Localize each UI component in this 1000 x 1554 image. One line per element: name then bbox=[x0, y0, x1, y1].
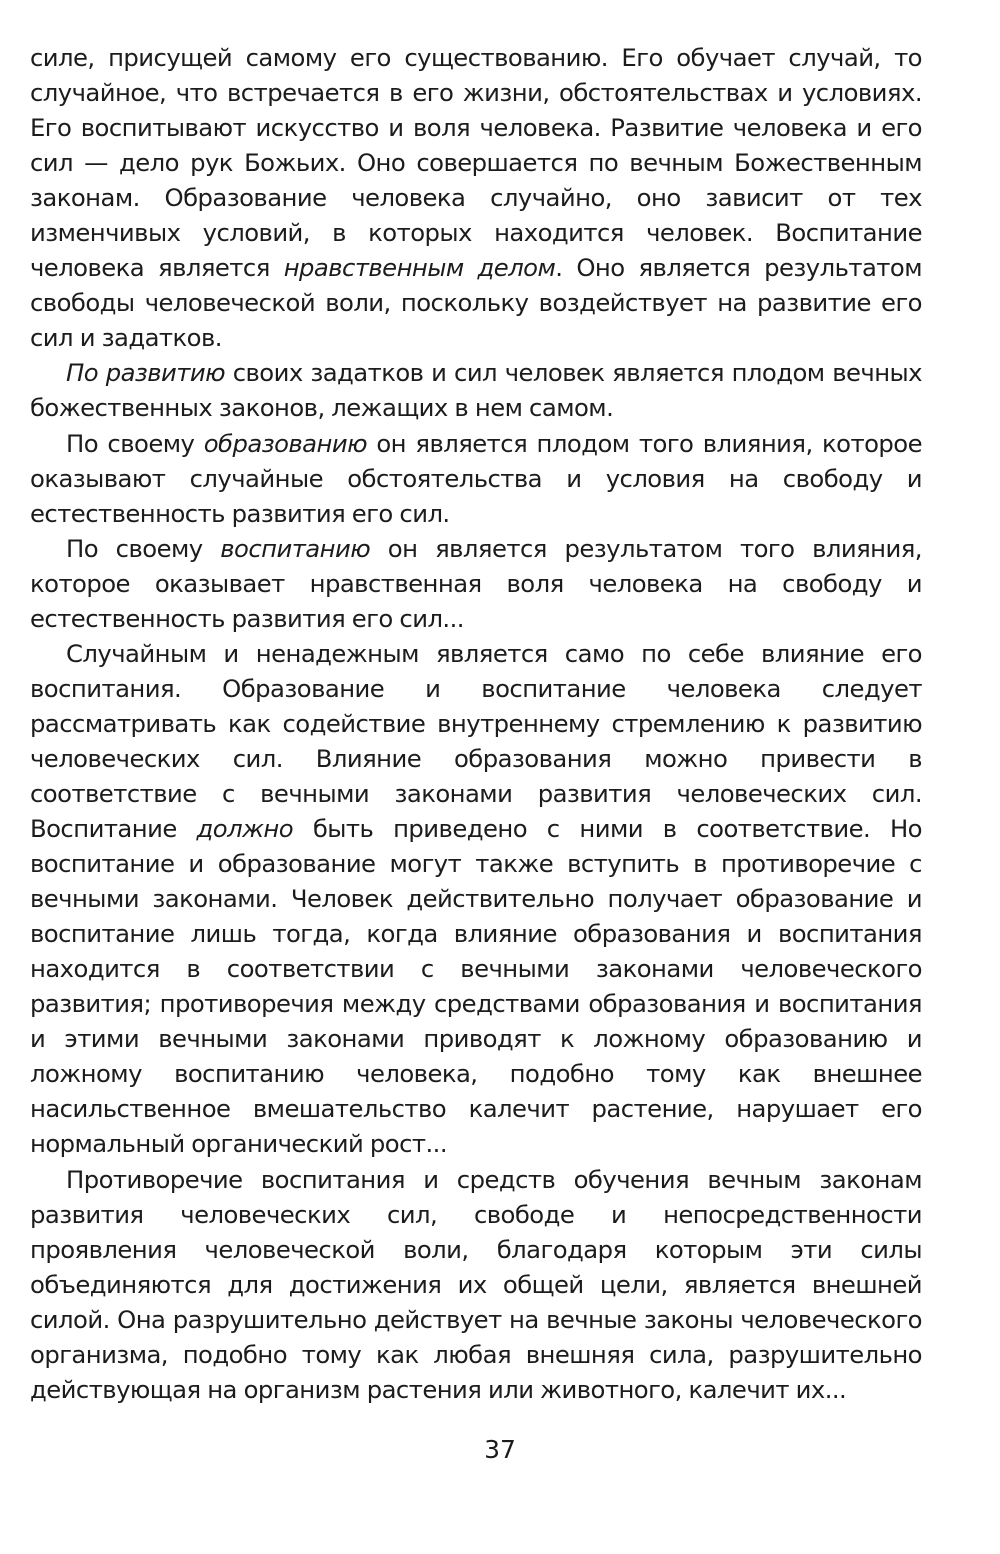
paragraph-6-text: Противоречие воспитания и средств обучения вечным законам развития человеческих сил, свободе и непосредственности проявления человеческой воли, благодаря которым эти силы объединяются для достижения их общей цели, является внешней силой. Она разрушительно действует на вечные законы человеческого организма, подобно тому как любая внешняя сила, разрушительно действующая на организм растения или животного, калечит их... bbox=[30, 1164, 922, 1404]
paragraph-5-text-2: быть приведено с ними в соответствие. Но воспитание и образование могут также вступить в противоречие с вечными законами. Человек действительно получает образование и воспитание лишь тогда, когда влияние образования и воспитания находится в соответствии с вечными законами человеческого развития; противоречия между средствами образования и воспитания и этими вечными законами приводят к ложному образованию и ложному воспитанию человека, подобно тому как внешнее насильственное вмешательство калечит растение, нарушает его нормальный органический рост... bbox=[30, 814, 922, 1159]
paragraph-2 bbox=[30, 355, 922, 425]
paragraph-3-text-1: По своему bbox=[66, 428, 204, 458]
page-body-text bbox=[30, 40, 922, 1407]
paragraph-2-text: своих задатков и сил человек является плодом вечных божественных законов, лежащих в нем самом. bbox=[30, 358, 922, 423]
paragraph-1-text-2: . Оно является результатом свободы человеческой воли, поскольку воздействует на развитие его сил и задатков. bbox=[30, 253, 922, 353]
paragraph-3-italic-education: образованию bbox=[203, 428, 367, 458]
paragraph-2-italic-development: По развитию bbox=[66, 358, 226, 388]
paragraph-5-text-1: Случайным и ненадежным является само по себе влияние его воспитания. Образование и воспитание человека следует рассматривать как содействие внутреннему стремлению к развитию человеческих сил. Влияние образования можно привести в соответствие с вечными законами развития человеческих сил. Воспитание bbox=[30, 638, 922, 844]
paragraph-3-text-2: он является плодом того влияния, которое оказывают случайные обстоятельства и условия на свободу и естественность развития его сил. bbox=[30, 428, 922, 528]
page-number: 37 bbox=[484, 1435, 516, 1464]
paragraph-4-text-1: По своему bbox=[66, 533, 221, 563]
paragraph-5-italic-must: должно bbox=[196, 814, 294, 844]
paragraph-1-text-1: силе, присущей самому его существованию. Его обучает случай, то случайное, что встречается в его жизни, обстоятельствах и условиях. Его воспитывают искусство и воля человека. Развитие человека и его сил — дело рук Божьих. Оно совершается по вечным Божественным законам. Образование человека случайно, оно зависит от тех изменчивых условий, в которых находится человек. Воспитание человека является bbox=[30, 43, 922, 283]
paragraph-5 bbox=[30, 636, 922, 1162]
paragraph-4 bbox=[30, 531, 922, 636]
paragraph-6 bbox=[30, 1162, 922, 1407]
paragraph-4-text-2: он является результатом того влияния, которое оказывает нравственная воля человека на свободу и естественность развития его сил... bbox=[30, 533, 922, 633]
paragraph-3 bbox=[30, 426, 922, 531]
paragraph-1 bbox=[30, 40, 922, 355]
paragraph-1-italic-moral-deed: нравственным делом bbox=[283, 253, 556, 283]
paragraph-4-italic-upbringing: воспитанию bbox=[220, 533, 371, 563]
